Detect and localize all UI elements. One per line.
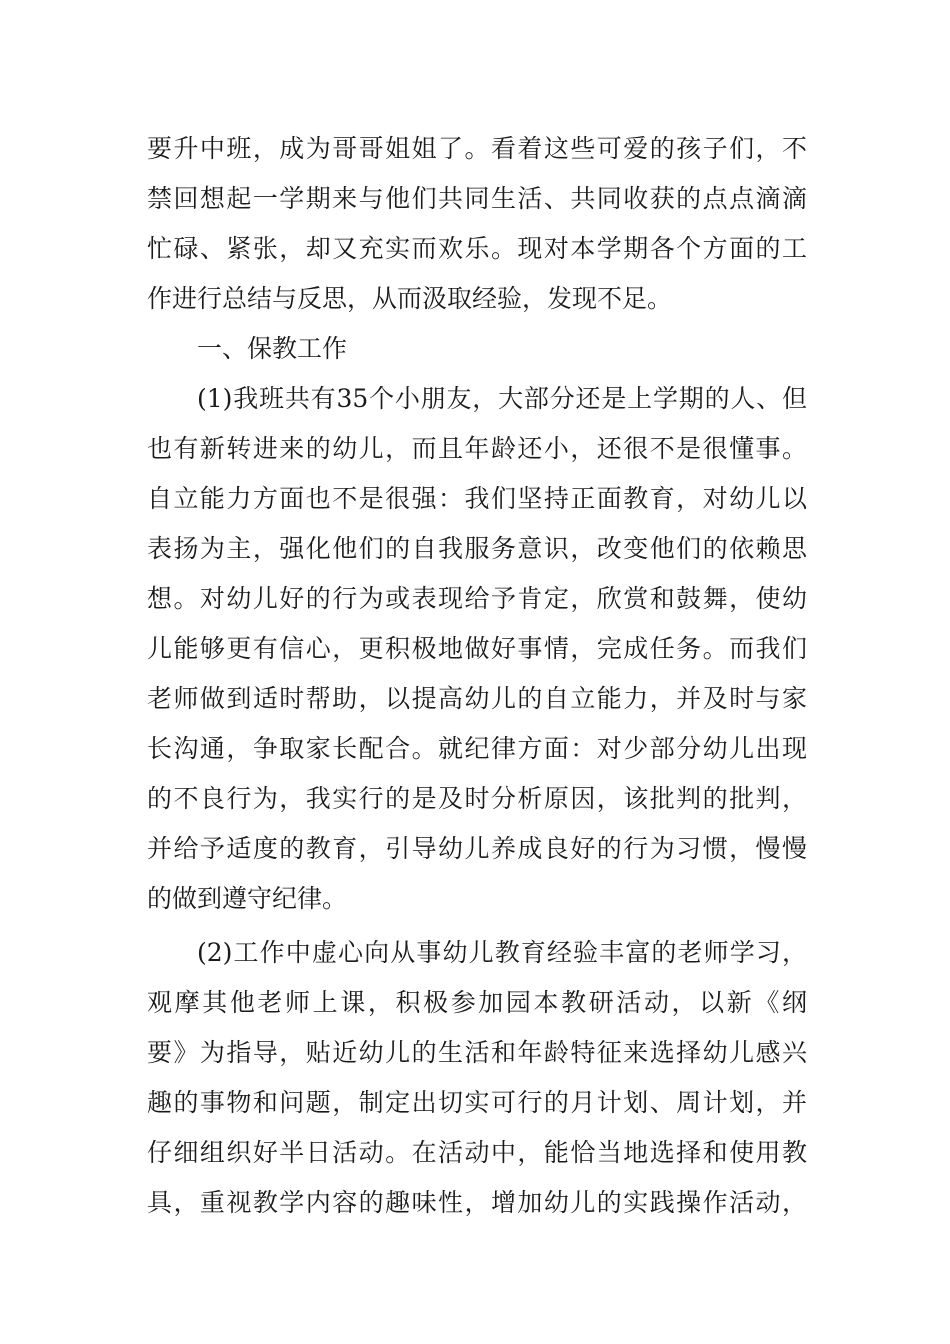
text-line: 要升中班，成为哥哥姐姐了。看着这些可爱的孩子们，不	[147, 134, 807, 163]
text-line: 也有新转进来的幼儿，而且年龄还小，还很不是很懂事。	[147, 434, 807, 463]
text-line: 想。对幼儿好的行为或表现给予肯定，欣赏和鼓舞，使幼	[147, 584, 807, 613]
paragraph-item-2	[147, 928, 807, 1228]
text-line: (1)我班共有35个小朋友，大部分还是上学期的人、但	[197, 384, 807, 413]
text-line: 具，重视教学内容的趣味性，增加幼儿的实践操作活动，	[147, 1188, 807, 1217]
text-line: 忙碌、紧张，却又充实而欢乐。现对本学期各个方面的工	[147, 234, 807, 263]
text-line: 的不良行为，我实行的是及时分析原因，该批判的批判，	[147, 784, 807, 813]
text-line: 禁回想起一学期来与他们共同生活、共同收获的点点滴滴	[147, 184, 807, 213]
heading-text: 一、保教工作	[197, 334, 348, 363]
text-line: 长沟通，争取家长配合。就纪律方面：对少部分幼儿出现	[147, 734, 807, 763]
text-line: 要》为指导，贴近幼儿的生活和年龄特征来选择幼儿感兴	[147, 1038, 807, 1067]
paragraph-item-1	[147, 374, 807, 924]
text-line: 并给予适度的教育，引导幼儿养成良好的行为习惯，慢慢	[147, 834, 807, 863]
section-heading	[147, 324, 807, 374]
text-line: 表扬为主，强化他们的自我服务意识，改变他们的依赖思	[147, 534, 807, 563]
document-body	[147, 124, 807, 1228]
text-line: 观摩其他老师上课，积极参加园本教研活动，以新《纲	[147, 988, 807, 1017]
text-line: 儿能够更有信心，更积极地做好事情，完成任务。而我们	[147, 634, 807, 663]
text-line: 的做到遵守纪律。	[147, 884, 348, 913]
text-line: 趣的事物和问题，制定出切实可行的月计划、周计划，并	[147, 1088, 807, 1117]
text-line: 作进行总结与反思，从而汲取经验，发现不足。	[147, 284, 673, 313]
text-line: (2)工作中虚心向从事幼儿教育经验丰富的老师学习，	[197, 938, 807, 967]
text-line: 老师做到适时帮助，以提高幼儿的自立能力，并及时与家	[147, 684, 807, 713]
text-line: 自立能力方面也不是很强：我们坚持正面教育，对幼儿以	[147, 484, 807, 513]
text-line: 仔细组织好半日活动。在活动中，能恰当地选择和使用教	[147, 1138, 807, 1167]
paragraph-intro	[147, 124, 807, 324]
